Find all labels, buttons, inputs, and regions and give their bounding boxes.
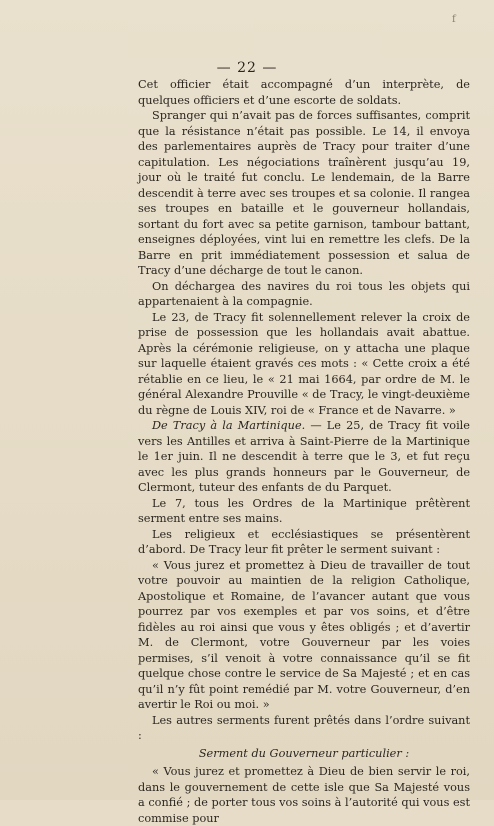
paragraph-4: Le 23, de Tracy fit solennellement relever la croix de prise de possession que les hollandais avait abattue. Après la cérémonie religieuse, on y attacha une plaque sur laquelle étaient gravés ces mots : « Cette croix a été rétablie en ce lieu, le « 21 mai 1664, par ordre de M. le général Alexandre Prouville « de Tracy, le vingt-deuxième du règne de Louis XIV, roi de « France et de Navarre. »	[138, 310, 470, 417]
paragraph-martinique	[138, 418, 470, 496]
paragraph-5: Le 7, tous les Ordres de la Martinique prêtèrent serment entre ses mains.	[138, 496, 470, 525]
paragraph-3: On déchargea des navires du roi tous les objets qui appartenaient à la compagnie.	[138, 279, 470, 308]
paragraph-1: Cet officier était accompagné d’un interprète, de quelques officiers et d’une escorte de soldats.	[138, 78, 470, 107]
body-text	[138, 77, 470, 826]
paragraph-6: Les religieux et ecclésiastiques se présentèrent d’abord. De Tracy leur fit prêter le serment suivant :	[138, 527, 470, 556]
paragraph-2: Spranger qui n’avait pas de forces suffisantes, comprit que la résistance n’était pas possible. Le 14, il envoya des parlementaires auprès de Tracy pour traiter d’une capitulation. Les négociations traînèrent jusqu’au 19, jour où le traité fut conclu. Le lendemain, de la Barre descendit à terre avec ses troupes et sa colonie. Il rangea ses troupes en bataille et le gouverneur hollandais, sortant du fort avec sa petite garnison, tambour battant, enseignes déployées, vint lui en remettre les clefs. De la Barre en prit immédiatement possession et salua de Tracy d’une décharge de tout le canon.	[138, 109, 470, 277]
paragraph-7: Les autres serments furent prêtés dans l’ordre suivant :	[138, 713, 470, 742]
paragraph-oath-2: « Vous jurez et promettez à Dieu de bien servir le roi, dans le gouvernement de cette isle que Sa Majesté vous a confié ; de porter tous vos soins à l’autorité qui vous est commise pour	[138, 765, 470, 825]
corner-mark: f	[452, 14, 456, 25]
martinique-text: — Le 25, de Tracy fit voile vers les Antilles et arriva à Saint-Pierre de la Martinique le 1er juin. Il ne descendit à terre que le 3, et fut reçu avec les plus grands honneurs par le Gouverneur, de Clermont, tuteur des enfants de du Parquet.	[138, 419, 470, 494]
martinique-heading: De Tracy à la Martinique.	[152, 419, 306, 432]
paragraph-oath-1: « Vous jurez et promettez à Dieu de travailler de tout votre pouvoir au maintien de la religion Catholique, Apostolique et Romaine, de l’avancer autant que vous pourrez par vos exemples et par vos soins, et d’être fidèles au roi ainsi que vous y êtes obligés ; et d’avertir M. de Clermont, votre Gouverneur par les voies permises, s’il venoit à votre connaissance qu’il se fit quelque chose contre le service de Sa Majesté ; et en cas qu’il n’y fût point remédié par M. votre Gouverneur, d’en avertir le Roi ou moi. »	[138, 558, 470, 711]
oath-heading: Serment du Gouverneur particulier :	[198, 746, 410, 760]
page-number: — 22 —	[216, 60, 278, 76]
